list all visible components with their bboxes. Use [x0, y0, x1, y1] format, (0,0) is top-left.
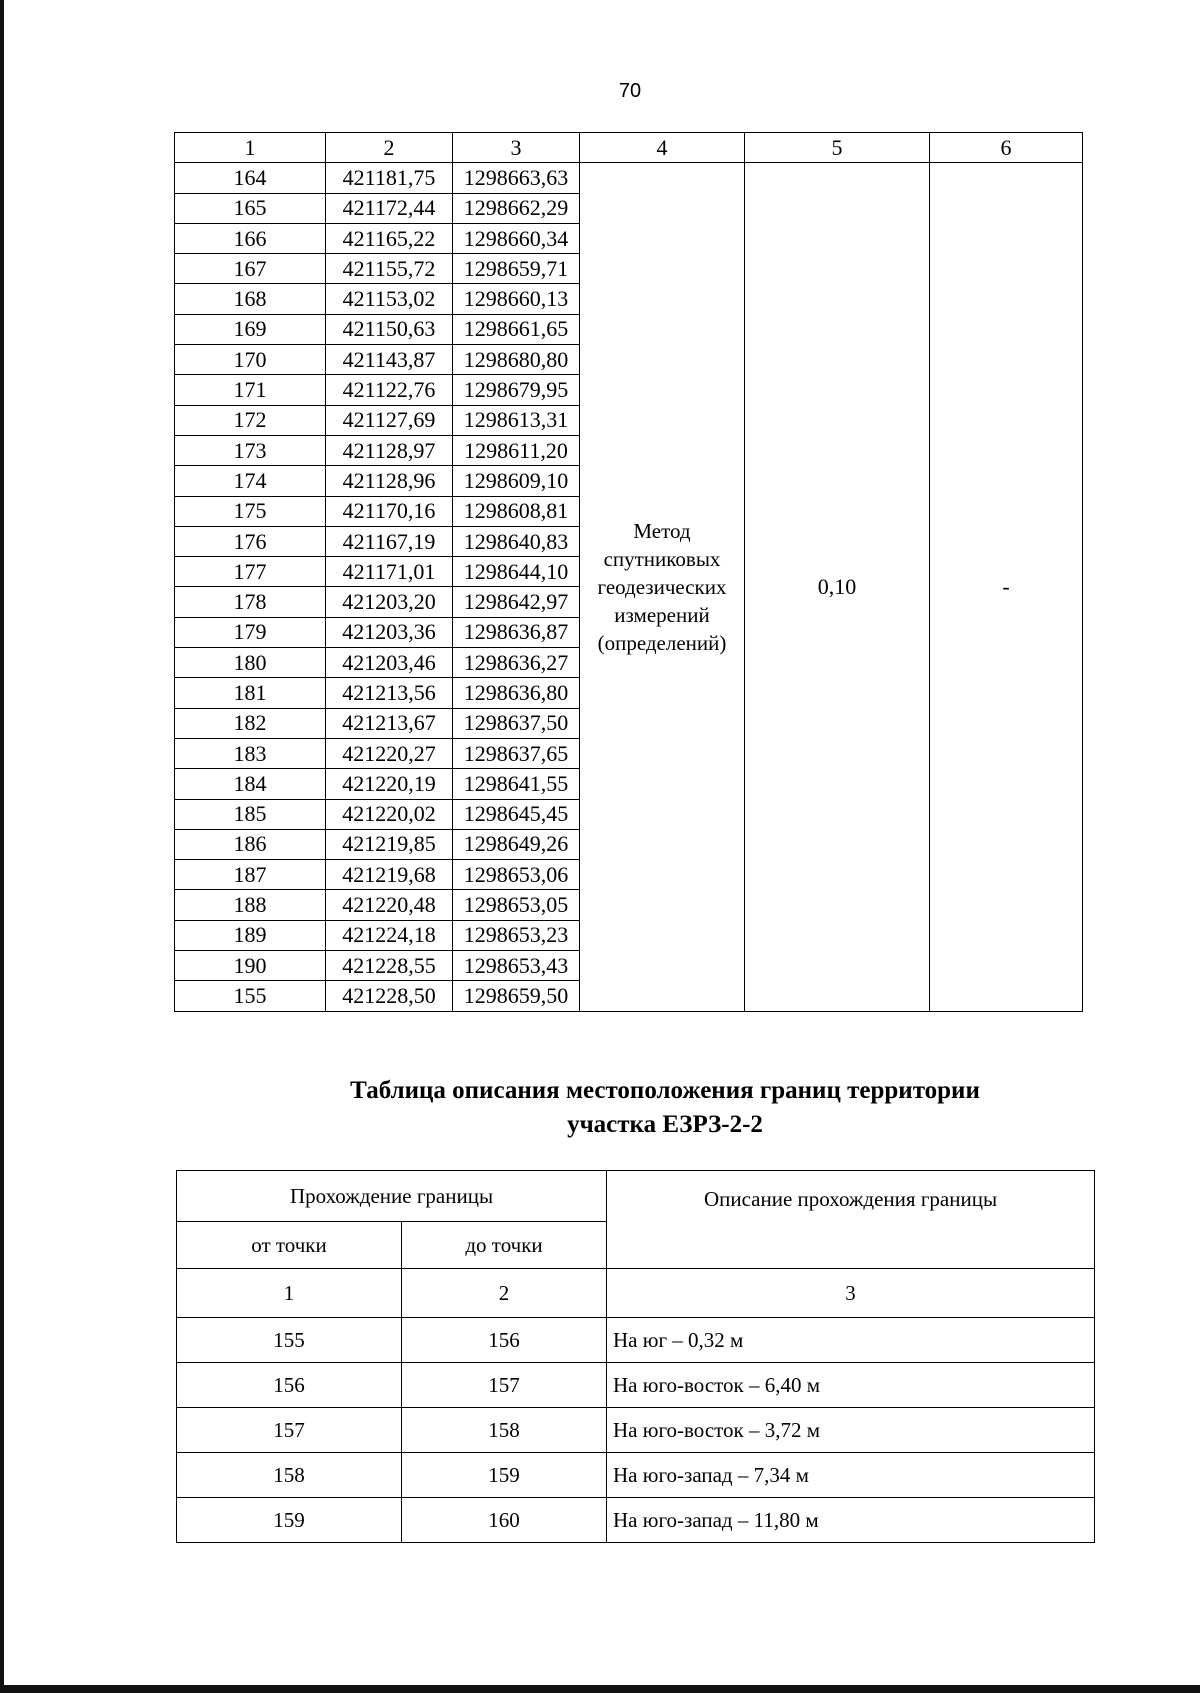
column-number: 1	[177, 1269, 402, 1318]
coordinates-header-row	[175, 133, 1083, 163]
y-coordinate-cell: 1298653,23	[453, 920, 580, 950]
y-coordinate-cell: 1298680,80	[453, 345, 580, 375]
boundary-body	[177, 1318, 1095, 1543]
boundary-description-table	[176, 1170, 1095, 1543]
from-point-cell: 157	[177, 1408, 402, 1453]
x-coordinate-cell: 421228,50	[326, 981, 453, 1011]
y-coordinate-cell: 1298659,50	[453, 981, 580, 1011]
method-line: (определений)	[597, 630, 727, 655]
point-number-cell: 170	[175, 345, 326, 375]
point-number-cell: 169	[175, 314, 326, 344]
from-point-cell: 158	[177, 1453, 402, 1498]
description-cell: На юго-запад – 11,80 м	[607, 1498, 1095, 1543]
point-number-cell: 155	[175, 981, 326, 1011]
x-coordinate-cell: 421165,22	[326, 223, 453, 253]
point-number-cell: 165	[175, 193, 326, 223]
point-number-cell: 176	[175, 526, 326, 556]
point-number-cell: 164	[175, 163, 326, 193]
y-coordinate-cell: 1298637,50	[453, 708, 580, 738]
boundary-column-number-row	[177, 1269, 1095, 1318]
x-coordinate-cell: 421153,02	[326, 284, 453, 314]
point-number-cell: 178	[175, 587, 326, 617]
column-number: 4	[580, 133, 745, 163]
point-number-cell: 177	[175, 557, 326, 587]
y-coordinate-cell: 1298641,55	[453, 769, 580, 799]
x-coordinate-cell: 421127,69	[326, 405, 453, 435]
x-coordinate-cell: 421219,68	[326, 860, 453, 890]
x-coordinate-cell: 421172,44	[326, 193, 453, 223]
x-coordinate-cell: 421203,46	[326, 648, 453, 678]
column-number: 5	[745, 133, 930, 163]
x-coordinate-cell: 421128,96	[326, 466, 453, 496]
column-number: 6	[930, 133, 1083, 163]
to-point-cell: 157	[402, 1363, 607, 1408]
coordinates-table	[174, 132, 1083, 1012]
point-number-cell: 166	[175, 223, 326, 253]
point-number-cell: 185	[175, 799, 326, 829]
method-line: геодезических	[597, 574, 727, 599]
to-point-cell: 158	[402, 1408, 607, 1453]
y-coordinate-cell: 1298636,27	[453, 648, 580, 678]
boundary-header-row	[177, 1171, 1095, 1222]
x-coordinate-cell: 421203,20	[326, 587, 453, 617]
point-number-cell: 183	[175, 738, 326, 768]
point-number-cell: 171	[175, 375, 326, 405]
y-coordinate-cell: 1298653,06	[453, 860, 580, 890]
point-number-cell: 184	[175, 769, 326, 799]
scan-edge-bottom	[0, 1685, 1200, 1693]
column-number: 1	[175, 133, 326, 163]
x-coordinate-cell: 421122,76	[326, 375, 453, 405]
point-number-cell: 173	[175, 435, 326, 465]
boundary-row	[177, 1408, 1095, 1453]
point-number-cell: 168	[175, 284, 326, 314]
from-point-cell: 159	[177, 1498, 402, 1543]
boundary-row	[177, 1318, 1095, 1363]
x-coordinate-cell: 421128,97	[326, 435, 453, 465]
y-coordinate-cell: 1298636,87	[453, 617, 580, 647]
x-coordinate-cell: 421167,19	[326, 526, 453, 556]
x-coordinate-cell: 421171,01	[326, 557, 453, 587]
x-coordinate-cell: 421143,87	[326, 345, 453, 375]
header-from-point: от точки	[177, 1222, 402, 1269]
y-coordinate-cell: 1298649,26	[453, 829, 580, 859]
y-coordinate-cell: 1298662,29	[453, 193, 580, 223]
to-point-cell: 159	[402, 1453, 607, 1498]
point-number-cell: 179	[175, 617, 326, 647]
x-coordinate-cell: 421181,75	[326, 163, 453, 193]
point-number-cell: 190	[175, 951, 326, 981]
point-number-cell: 187	[175, 860, 326, 890]
point-number-cell: 175	[175, 496, 326, 526]
scan-edge-left	[0, 0, 4, 1693]
x-coordinate-cell: 421213,56	[326, 678, 453, 708]
y-coordinate-cell: 1298660,13	[453, 284, 580, 314]
point-number-cell: 186	[175, 829, 326, 859]
y-coordinate-cell: 1298608,81	[453, 496, 580, 526]
description-cell: На юго-восток – 3,72 м	[607, 1408, 1095, 1453]
description-cell: На юг – 0,32 м	[607, 1318, 1095, 1363]
point-number-cell: 167	[175, 254, 326, 284]
y-coordinate-cell: 1298642,97	[453, 587, 580, 617]
y-coordinate-cell: 1298640,83	[453, 526, 580, 556]
y-coordinate-cell: 1298636,80	[453, 678, 580, 708]
method-cell	[580, 163, 745, 1011]
coordinates-body	[175, 163, 1083, 1011]
point-number-cell: 174	[175, 466, 326, 496]
column-number: 3	[607, 1269, 1095, 1318]
x-coordinate-cell: 421219,85	[326, 829, 453, 859]
accuracy-cell: 0,10	[745, 163, 930, 1011]
y-coordinate-cell: 1298644,10	[453, 557, 580, 587]
y-coordinate-cell: 1298613,31	[453, 405, 580, 435]
point-number-cell: 189	[175, 920, 326, 950]
x-coordinate-cell: 421220,27	[326, 738, 453, 768]
point-number-cell: 181	[175, 678, 326, 708]
column-number: 2	[402, 1269, 607, 1318]
x-coordinate-cell: 421220,48	[326, 890, 453, 920]
point-number-cell: 188	[175, 890, 326, 920]
description-cell: На юго-восток – 6,40 м	[607, 1363, 1095, 1408]
method-line: измерений	[614, 602, 710, 627]
y-coordinate-cell: 1298653,05	[453, 890, 580, 920]
header-to-point: до точки	[402, 1222, 607, 1269]
method-line: спутниковых	[603, 546, 721, 571]
boundary-row	[177, 1453, 1095, 1498]
point-number-cell: 182	[175, 708, 326, 738]
coordinate-row	[175, 163, 1083, 193]
column-number: 3	[453, 133, 580, 163]
x-coordinate-cell: 421220,02	[326, 799, 453, 829]
y-coordinate-cell: 1298679,95	[453, 375, 580, 405]
y-coordinate-cell: 1298660,34	[453, 223, 580, 253]
y-coordinate-cell: 1298611,20	[453, 435, 580, 465]
page-number: 70	[618, 80, 642, 102]
x-coordinate-cell: 421203,36	[326, 617, 453, 647]
point-number-cell: 180	[175, 648, 326, 678]
x-coordinate-cell: 421170,16	[326, 496, 453, 526]
to-point-cell: 156	[402, 1318, 607, 1363]
x-coordinate-cell: 421220,19	[326, 769, 453, 799]
header-boundary-description: Описание прохождения границы	[607, 1171, 1095, 1269]
section-title-line-1: Таблица описания местоположения границ территории	[350, 1077, 980, 1104]
point-number-cell: 172	[175, 405, 326, 435]
y-coordinate-cell: 1298659,71	[453, 254, 580, 284]
y-coordinate-cell: 1298653,43	[453, 951, 580, 981]
x-coordinate-cell: 421224,18	[326, 920, 453, 950]
from-point-cell: 156	[177, 1363, 402, 1408]
note-cell: -	[930, 163, 1083, 1011]
method-line: Метод	[633, 518, 691, 543]
boundary-row	[177, 1498, 1095, 1543]
from-point-cell: 155	[177, 1318, 402, 1363]
y-coordinate-cell: 1298637,65	[453, 738, 580, 768]
y-coordinate-cell: 1298663,63	[453, 163, 580, 193]
y-coordinate-cell: 1298645,45	[453, 799, 580, 829]
boundary-row	[177, 1363, 1095, 1408]
section-title-line-2: участка ЕЗРЗ-2-2	[567, 1111, 763, 1138]
x-coordinate-cell: 421150,63	[326, 314, 453, 344]
description-cell: На юго-запад – 7,34 м	[607, 1453, 1095, 1498]
header-boundary-passage: Прохождение границы	[177, 1171, 607, 1222]
x-coordinate-cell: 421228,55	[326, 951, 453, 981]
x-coordinate-cell: 421213,67	[326, 708, 453, 738]
to-point-cell: 160	[402, 1498, 607, 1543]
y-coordinate-cell: 1298609,10	[453, 466, 580, 496]
x-coordinate-cell: 421155,72	[326, 254, 453, 284]
y-coordinate-cell: 1298661,65	[453, 314, 580, 344]
column-number: 2	[326, 133, 453, 163]
